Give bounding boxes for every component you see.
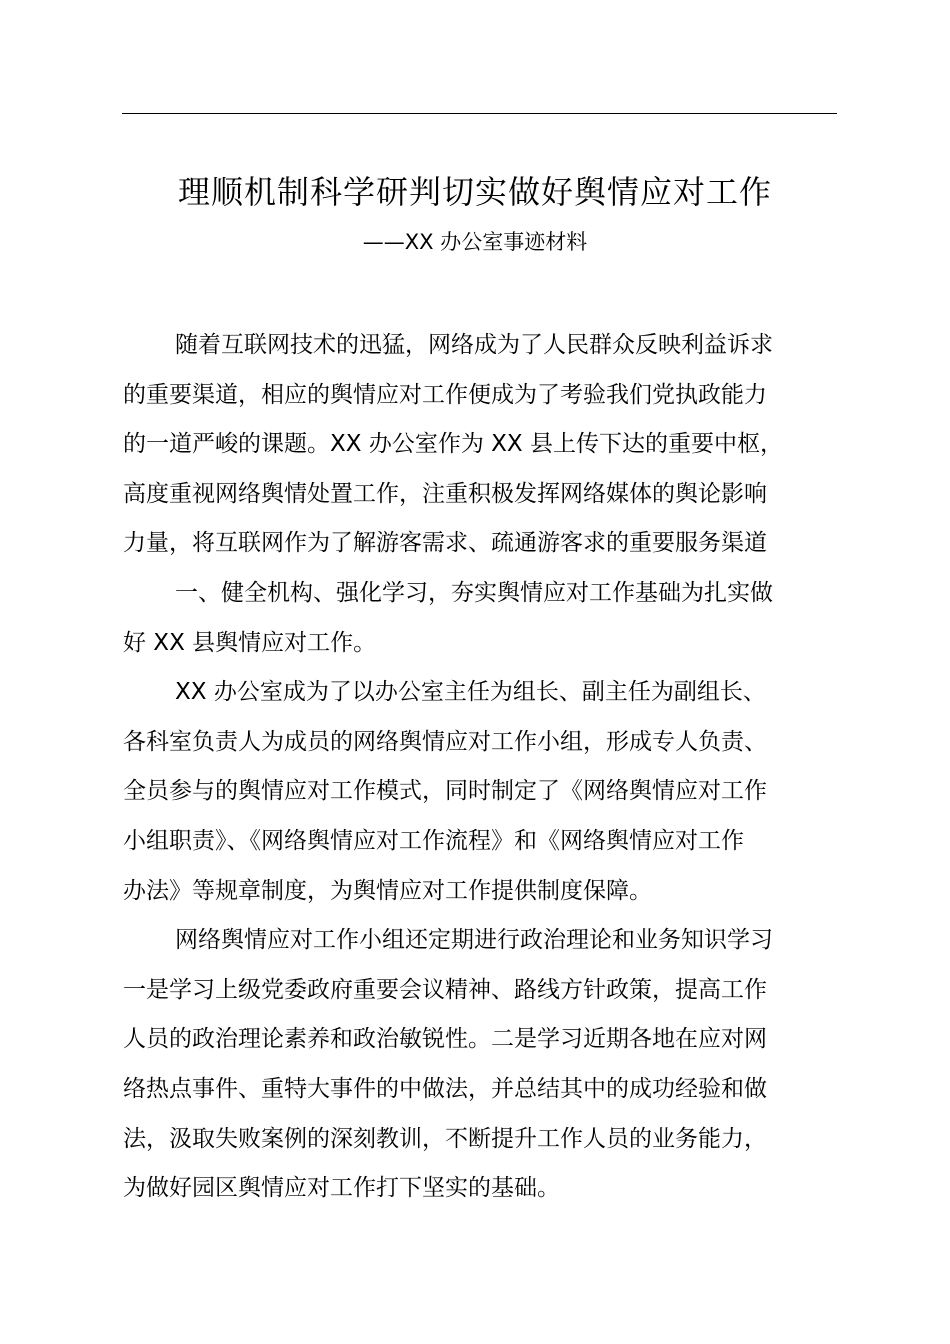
body-line: 网络舆情应对工作小组还定期进行政治理论和业务知识学习 [175,927,773,954]
body-line: 的重要渠道，相应的舆情应对工作便成为了考验我们党执政能力 [123,381,767,408]
body-line: 人员的政治理论素养和政治敏锐性。二是学习近期各地在应对网 [123,1026,767,1053]
body-line: 络热点事件、重特大事件的中做法，并总结其中的成功经验和做 [123,1075,767,1102]
body-text [123,321,837,1214]
body-line: 一、健全机构、强化学习，夯实舆情应对工作基础为扎实做 [175,579,773,606]
body-line: 全员参与的舆情应对工作模式，同时制定了《网络舆情应对工作 [123,778,767,805]
header-rule [122,113,837,114]
body-line: 力量，将互联网作为了解游客需求、疏通游客求的重要服务渠道 [123,530,767,557]
body-line: XX 办公室成为了以办公室主任为组长、副主任为副组长、 [175,679,766,706]
body-line: 随着互联网技术的迅猛，网络成为了人民群众反映利益诉求 [175,332,773,358]
body-line: 的一道严峻的课题。XX 办公室作为 XX 县上传下达的重要中枢， [123,431,783,458]
body-line: 好 XX 县舆情应对工作。 [123,629,377,656]
body-line: 办法》等规章制度，为舆情应对工作提供制度保障。 [123,877,652,904]
body-line: 为做好园区舆情应对工作打下坚实的基础。 [123,1175,560,1202]
body-line: 法，汲取失败案例的深刻教训，不断提升工作人员的业务能力， [123,1125,767,1152]
document-subtitle: ——XX 办公室事迹材料 [362,230,588,254]
body-line: 高度重视网络舆情处置工作，注重积极发挥网络媒体的舆论影响 [123,480,767,507]
document-title: 理顺机制科学研判切实做好舆情应对工作 [177,173,772,211]
body-line: 一是学习上级党委政府重要会议精神、路线方针政策，提高工作 [123,976,767,1003]
body-line: 各科室负责人为成员的网络舆情应对工作小组，形成专人负责、 [123,728,767,755]
body-line: 小组职责》、《网络舆情应对工作流程》和《网络舆情应对工作 [123,827,744,854]
